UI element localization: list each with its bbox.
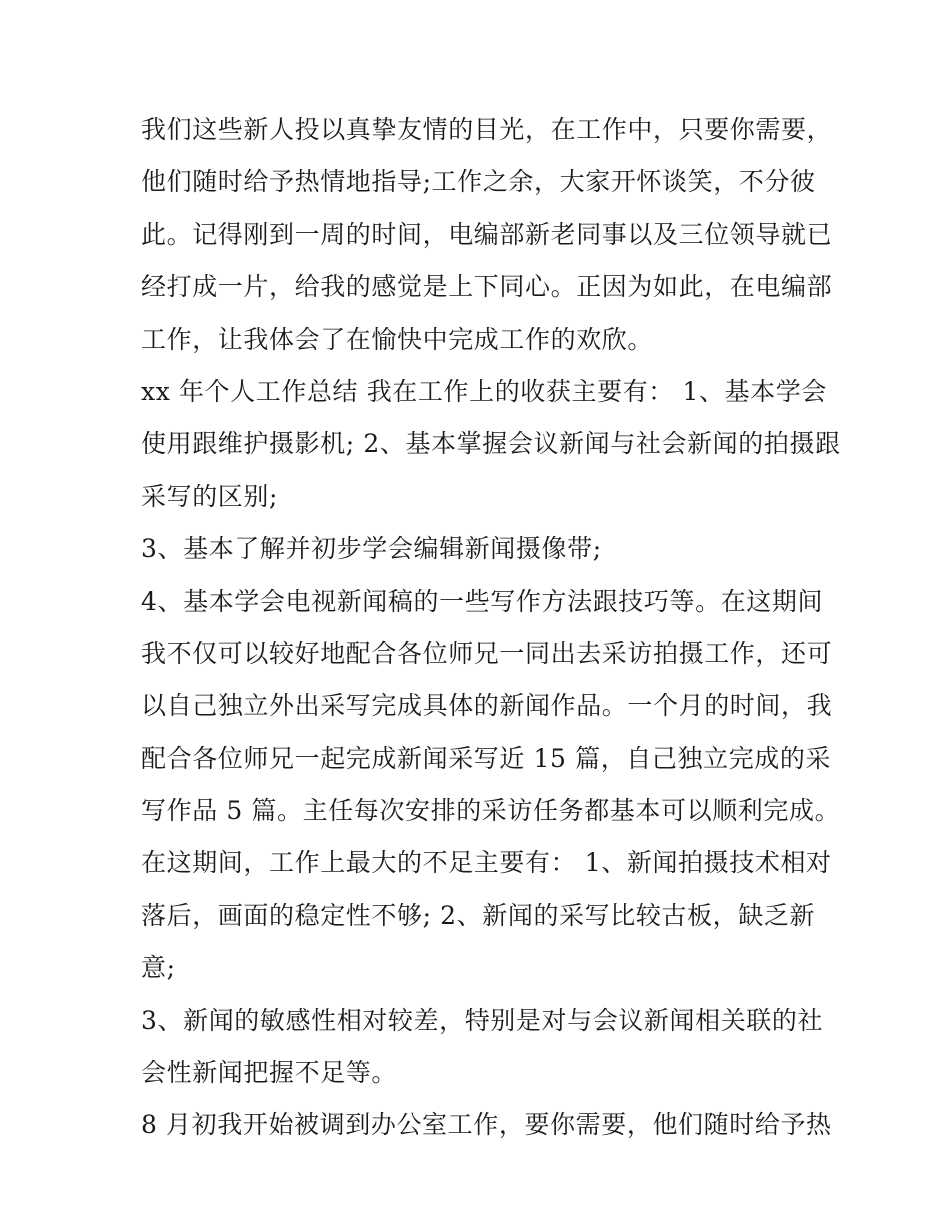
text-line: 配合各位师兄一起完成新闻采写近 15 篇，自己独立完成的采 xyxy=(141,743,832,773)
text-line: 我不仅可以较好地配合各位师兄一同出去采访拍摄工作，还可 xyxy=(141,638,833,668)
text-line: xx 年个人工作总结 我在工作上的收获主要有： 1、基本学会 xyxy=(141,376,827,406)
text-line: 工作，让我体会了在愉快中完成工作的欢欣。 xyxy=(141,324,654,354)
text-line: 在这期间，工作上最大的不足主要有： 1、新闻拍摄技术相对 xyxy=(141,848,832,878)
text-line: 写作品 5 篇。主任每次安排的采访任务都基本可以顺利完成。 xyxy=(141,796,841,826)
text-line: 采写的区别; xyxy=(141,481,279,511)
text-line: 3、新闻的敏感性相对较差，特别是对与会议新闻相关联的社 xyxy=(141,1005,824,1035)
text-line: 使用跟维护摄影机; 2、基本掌握会议新闻与社会新闻的拍摄跟 xyxy=(141,429,841,459)
text-line: 此。记得刚到一周的时间，电编部新老同事以及三位领导就已 xyxy=(141,219,833,249)
text-line: 会性新闻把握不足等。 xyxy=(141,1058,398,1088)
text-line: 经打成一片，给我的感觉是上下同心。正因为如此，在电编部 xyxy=(141,272,833,302)
text-line: 意; xyxy=(141,953,176,983)
text-line: 落后，画面的稳定性不够; 2、新闻的采写比较古板，缺乏新 xyxy=(141,900,816,930)
text-line: 我们这些新人投以真挚友情的目光，在工作中，只要你需要， xyxy=(141,115,833,144)
document-body xyxy=(141,104,841,1152)
text-line: 他们随时给予热情地指导;工作之余，大家开怀谈笑，不分彼 xyxy=(141,167,816,197)
text-line: 以自己独立外出采写完成具体的新闻作品。一个月的时间，我 xyxy=(141,691,833,721)
text-line: 8 月初我开始被调到办公室工作，要你需要，他们随时给予热 xyxy=(141,1110,832,1140)
text-line: 3、基本了解并初步学会编辑新闻摄像带; xyxy=(141,534,602,564)
text-line: 4、基本学会电视新闻稿的一些写作方法跟技巧等。在这期间 xyxy=(141,586,824,616)
